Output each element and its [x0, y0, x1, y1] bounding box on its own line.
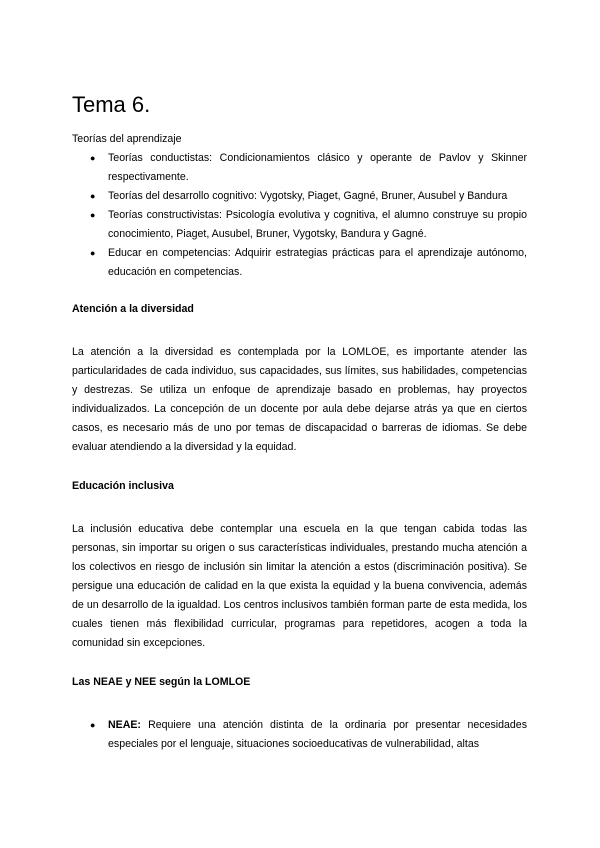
neae-list [72, 716, 527, 754]
list-item: ● NEAE: Requiere una atención distinta de la ordinaria por presentar necesidades especiales por el lenguaje, situaciones socioeducativas de vulnerabilidad, altas [108, 716, 527, 754]
bullet-icon: ● [90, 153, 96, 163]
list-item: ● Teorías del desarrollo cognitivo: Vygotsky, Piaget, Gagné, Bruner, Ausubel y Bandura [108, 187, 527, 206]
list-item: ● Educar en competencias: Adquirir estrategias prácticas para el aprendizaje autónomo, educación en competencias. [108, 244, 527, 282]
list-item: ● Teorías constructivistas: Psicología evolutiva y cognitiva, el alumno construye su propio conocimiento, Piaget, Ausubel, Bruner, Vygotsky, Bandura y Gagné. [108, 206, 527, 244]
inclusive-education-paragraph: La inclusión educativa debe contemplar una escuela en la que tengan cabida todas las personas, sin importar su origen o sus características individuales, prestando mucha atención a los colectivos en riesgo de inclusión sin limitar la atención a estos (discriminación positiva). Se persigue una educación de calidad en la que exista la equidad y la buena convivencia, además de un desarrollo de la igualdad. Los centros inclusivos también forman parte de esta medida, los cuales tienen más flexibilidad curricular, programas para repetidores, acogen a toda la comunidad sin excepciones. [72, 523, 527, 649]
bullet-icon: ● [90, 191, 96, 201]
neae-nee-heading: Las NEAE y NEE según la LOMLOE [72, 676, 251, 688]
bullet-icon: ● [90, 210, 96, 220]
bullet-icon: ● [90, 720, 96, 730]
diversity-paragraph: La atención a la diversidad es contemplada por la LOMLOE, es importante atender las particularidades de cada individuo, sus capacidades, sus límites, sus habilidades, competencias y destrezas. Se utiliza un enfoque de aprendizaje basado en problemas, hay proyectos individualizados. La concepción de un docente por aula debe dejarse atrás ya que en ciertos casos, es necesario más de uno por temas de discapacidad o barreras de idiomas. Se debe evaluar atendiendo a la diversidad y la equidad. [72, 346, 527, 453]
list-item: ● Teorías conductistas: Condicionamientos clásico y operante de Pavlov y Skinner respectivamente. [108, 149, 527, 187]
diversity-heading: Atención a la diversidad [72, 303, 194, 315]
term-label: NEAE: [108, 719, 141, 731]
inclusive-education-heading: Educación inclusiva [72, 480, 174, 492]
document-content [72, 130, 527, 754]
bullet-icon: ● [90, 248, 96, 258]
page-title: Tema 6. [72, 92, 151, 117]
theories-list [72, 149, 527, 282]
section-intro-heading: Teorías del aprendizaje [72, 133, 182, 145]
